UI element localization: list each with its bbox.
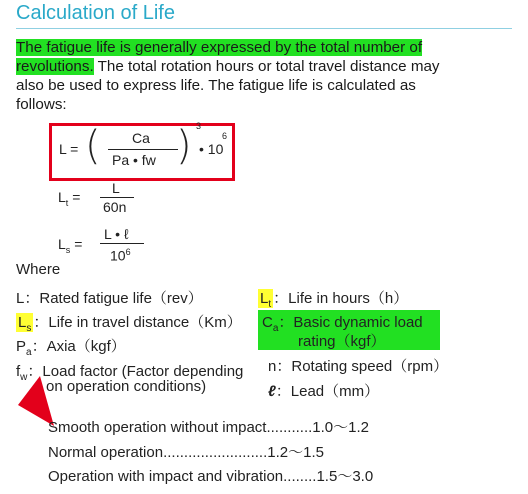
symbol-lt-highlight: $L_t$ [260,290,272,310]
page-title: Calculation of Life [16,2,175,24]
condition-normal-operation: Normal operation.........................1.2〜1.5 [48,444,324,461]
intro-highlighted-text: The fatigue life is generally expressed by the total number of revolutions. [16,39,423,75]
formula-denominator: Pa • fw [112,152,156,168]
ls-formula-numerator: L • ℓ [104,226,129,242]
def-load-factor-continued: on operation conditions) [46,378,207,395]
formula-fraction-bar [108,149,178,150]
def-rated-fatigue-life: L：Rated fatigue life（rev） [16,290,203,307]
where-label: Where [16,261,61,278]
intro-paragraph [16,38,456,114]
formula-open-paren: ( [85,123,101,169]
def-life-in-hours: $L_t$ ：Life in hours（h） [260,290,409,310]
ls-formula-lhs: $L_s$ = [58,236,83,255]
lt-formula-numerator: L [112,180,120,196]
intro-text: The total rotation hours or total travel distance may also be used to express life. The fatigue life is calculated as follows: [16,58,440,113]
formula-multiplier-exponent: 6 [222,131,228,141]
def-axial-load: $P_a$：Axia（kgf） [16,338,126,358]
formula-close-paren: ) [176,123,192,169]
formula-numerator: Ca [132,130,150,146]
def-basic-dynamic-load-continued: rating（kgf） [298,333,386,350]
title-divider [16,28,512,29]
def-lead: ℓ：Lead（mm） [268,383,380,400]
def-rotating-speed: n：Rotating speed（rpm） [268,358,449,375]
lt-fraction-bar [100,197,134,198]
condition-impact-vibration: Operation with impact and vibration........1.5〜3.0 [48,468,374,485]
def-basic-dynamic-load: $C_a$：Basic dynamic load [262,314,423,334]
lt-formula-lhs: $L_t$ = [58,189,81,208]
lt-formula-denominator: 60n [103,199,127,215]
formula-lhs: L = [59,141,79,157]
formula-multiplier: • 10 [199,141,224,157]
ls-formula-denominator: $10^6$ [110,247,131,264]
def-load-factor: $f_w$：Load factor (Factor depending [16,363,244,383]
def-life-travel-distance: $L_s$ ：Life in travel distance（Km） [18,314,242,334]
ls-fraction-bar [100,243,144,244]
condition-smooth-operation: Smooth operation without impact...........1.0〜1.2 [48,419,370,436]
formula-exponent: 3 [196,121,202,131]
symbol-ls-highlight: $L_s$ [18,314,32,334]
